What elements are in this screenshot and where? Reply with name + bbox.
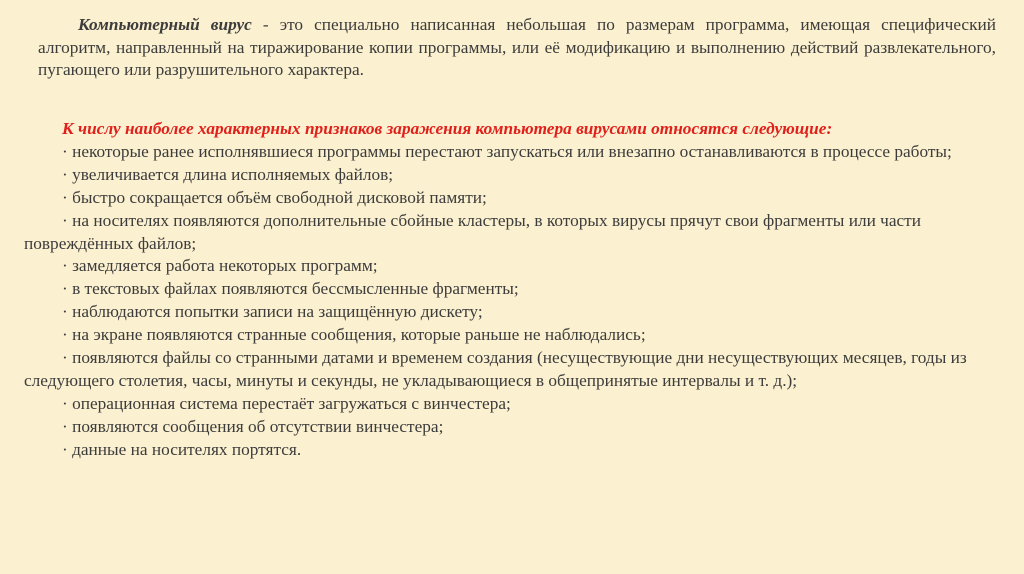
definition-term: Компьютерный вирус <box>78 15 252 34</box>
definition-paragraph <box>38 14 996 82</box>
bullet-dot: · <box>62 187 73 207</box>
list-item-text: операционная система перестаёт загружаться с винчестера; <box>72 393 511 413</box>
bullet-dot: · <box>62 256 73 276</box>
bullet-dot: · <box>62 141 73 161</box>
list-item <box>24 439 999 462</box>
list-item <box>24 210 999 256</box>
list-item <box>24 301 999 324</box>
bullet-dot: · <box>62 210 73 230</box>
definition-text: - это специально написанная небольшая по размерам программа, имеющая специфический алгоритм, направленный на тиражирование копии программы, или её модификацию и выполнению действий развлекательного, пугающего или разрушительного характера. <box>38 15 996 79</box>
list-item-text: появляются файлы со странными датами и временем создания (несуществующие дни несуществующих месяцев, годы из следующего столетия, часы, минуты и секунды, не укладывающиеся в общепринятые интервалы и т. д.); <box>24 348 967 390</box>
list-item-text: некоторые ранее исполнявшиеся программы перестают запускаться или внезапно останавливаются в процессе работы; <box>72 141 952 161</box>
list-item <box>24 141 999 164</box>
bullet-dot: · <box>62 393 73 413</box>
bullet-dot: · <box>62 279 73 299</box>
infection-signs-section <box>24 118 999 462</box>
signs-heading: К числу наиболее характерных признаков заражения компьютера вирусами относятся следующие: <box>62 119 833 138</box>
list-item <box>24 255 999 278</box>
list-item <box>24 324 999 347</box>
bullet-dot: · <box>62 302 73 322</box>
bullet-dot: · <box>62 164 73 184</box>
list-item-text: быстро сокращается объём свободной дисковой памяти; <box>72 187 487 207</box>
bullet-dot: · <box>62 416 73 436</box>
list-item-text: наблюдаются попытки записи на защищённую дискету; <box>72 302 483 322</box>
signs-list <box>24 141 999 462</box>
list-item <box>24 187 999 210</box>
list-item <box>24 347 999 393</box>
list-item-text: замедляется работа некоторых программ; <box>72 256 378 276</box>
list-item <box>24 393 999 416</box>
bullet-dot: · <box>62 325 73 345</box>
list-item <box>24 164 999 187</box>
list-item <box>24 416 999 439</box>
bullet-dot: · <box>62 439 73 459</box>
list-item-text: появляются сообщения об отсутствии винчестера; <box>72 416 444 436</box>
list-item-text: на носителях появляются дополнительные сбойные кластеры, в которых вирусы прячут свои фрагменты или части повреждённых файлов; <box>24 210 921 253</box>
list-item-text: в текстовых файлах появляются бессмысленные фрагменты; <box>72 279 519 299</box>
bullet-dot: · <box>62 348 73 368</box>
list-item-text: на экране появляются странные сообщения, которые раньше не наблюдались; <box>72 325 646 345</box>
list-item <box>24 278 999 301</box>
list-item-text: данные на носителях портятся. <box>72 439 302 459</box>
list-item-text: увеличивается длина исполняемых файлов; <box>72 164 394 184</box>
